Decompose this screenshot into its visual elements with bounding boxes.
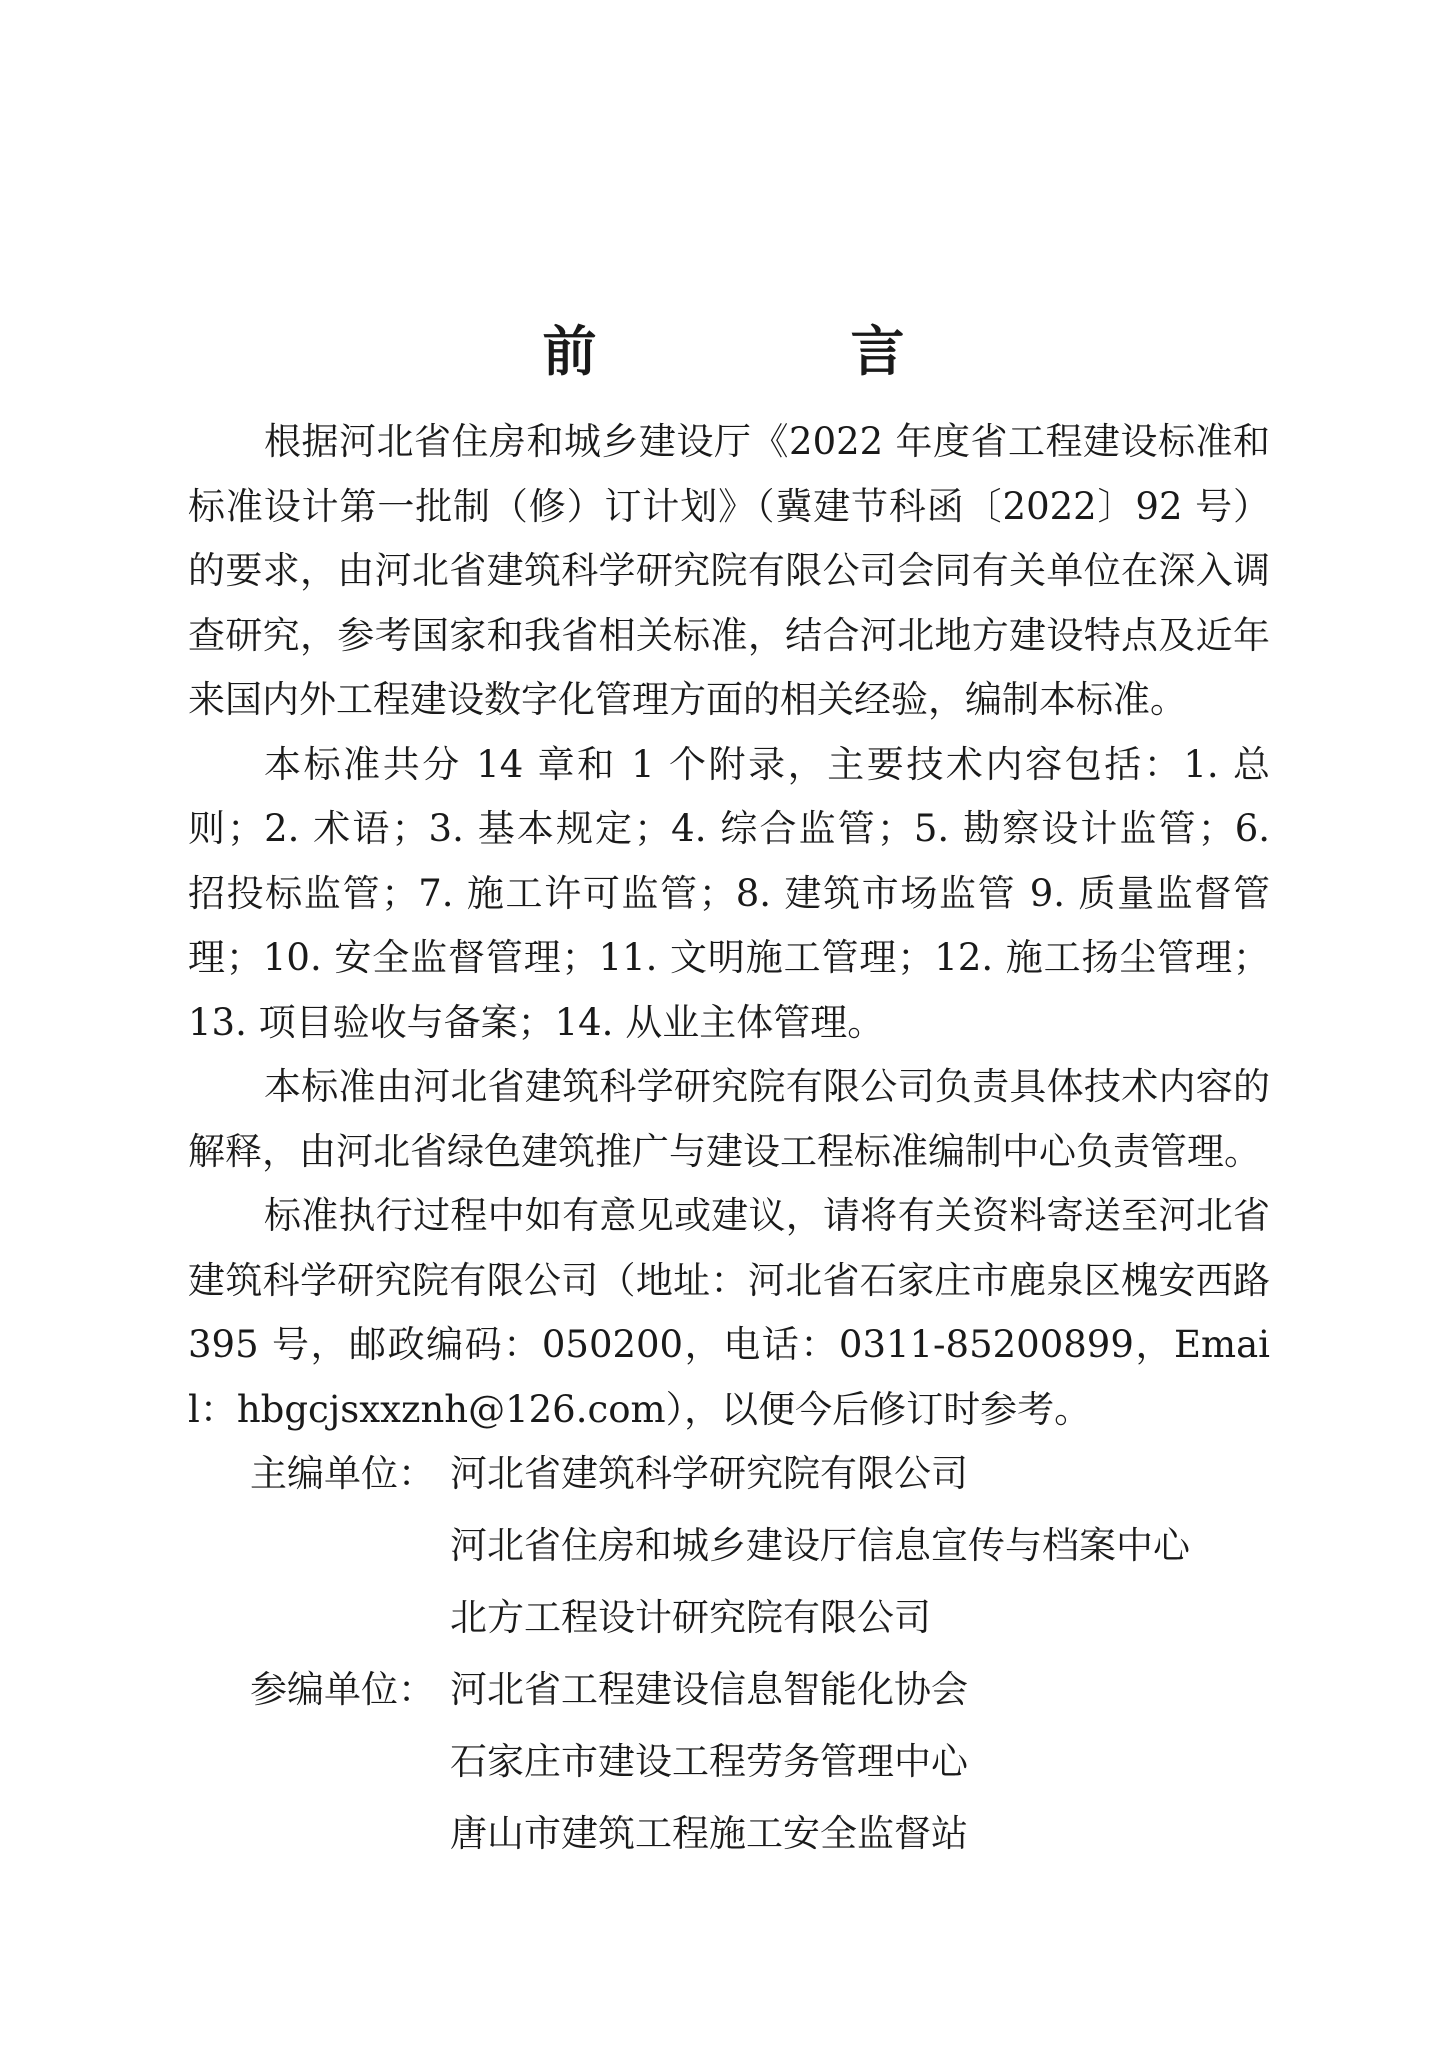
chief-units-label: 主编单位：: [250, 1452, 435, 1495]
paragraph-feedback: 标准执行过程中如有意见或建议，请将有关资料寄送至河北省建筑科学研究院有限公司（地址：河北省石家庄市鹿泉区槐安西路 395 号，邮政编码：050200，电话：0311-85200899，Email：hbgcjsxxznh@126.com），以便今后修订时参考。: [188, 1194, 1270, 1431]
chief-unit-item: 北方工程设计研究院有限公司: [450, 1596, 931, 1639]
preface-body: [188, 410, 1270, 1442]
participating-units: [250, 1654, 1190, 1870]
chief-unit-item: 河北省住房和城乡建设厅信息宣传与档案中心: [450, 1524, 1190, 1567]
participating-units-label: 参编单位：: [250, 1668, 435, 1711]
chief-units-list: [450, 1438, 1190, 1654]
participating-unit-item: 河北省工程建设信息智能化协会: [450, 1668, 968, 1711]
chief-units: [250, 1438, 1190, 1654]
paragraph-basis: 根据河北省住房和城乡建设厅《2022 年度省工程建设标准和标准设计第一批制（修）订计划》（冀建节科函〔2022〕92 号）的要求，由河北省建筑科学研究院有限公司会同有关单位在深入调查研究，参考国家和我省相关标准，结合河北地方建设特点及近年来国内外工程建设数字化管理方面的相关经验，编制本标准。: [188, 420, 1270, 721]
participating-unit-item: 唐山市建筑工程施工安全监督站: [450, 1812, 968, 1855]
paragraph-contents: 本标准共分 14 章和 1 个附录，主要技术内容包括：1. 总则；2. 术语；3. 基本规定；4. 综合监管；5. 勘察设计监管；6. 招投标监管；7. 施工许可监管；8. 建筑市场监管 9. 质量监督管理；10. 安全监督管理；11. 文明施工管理；12. 施工扬尘管理；13. 项目验收与备案；14. 从业主体管理。: [188, 742, 1270, 1044]
page-title: 前 言: [542, 319, 1005, 384]
chief-unit-item: 河北省建筑科学研究院有限公司: [450, 1452, 968, 1495]
paragraph-responsibility: 本标准由河北省建筑科学研究院有限公司负责具体技术内容的解释，由河北省绿色建筑推广与建设工程标准编制中心负责管理。: [188, 1065, 1270, 1173]
participating-unit-item: 石家庄市建设工程劳务管理中心: [450, 1740, 968, 1783]
editorial-units: [250, 1438, 1190, 1870]
participating-units-list: [450, 1654, 968, 1870]
